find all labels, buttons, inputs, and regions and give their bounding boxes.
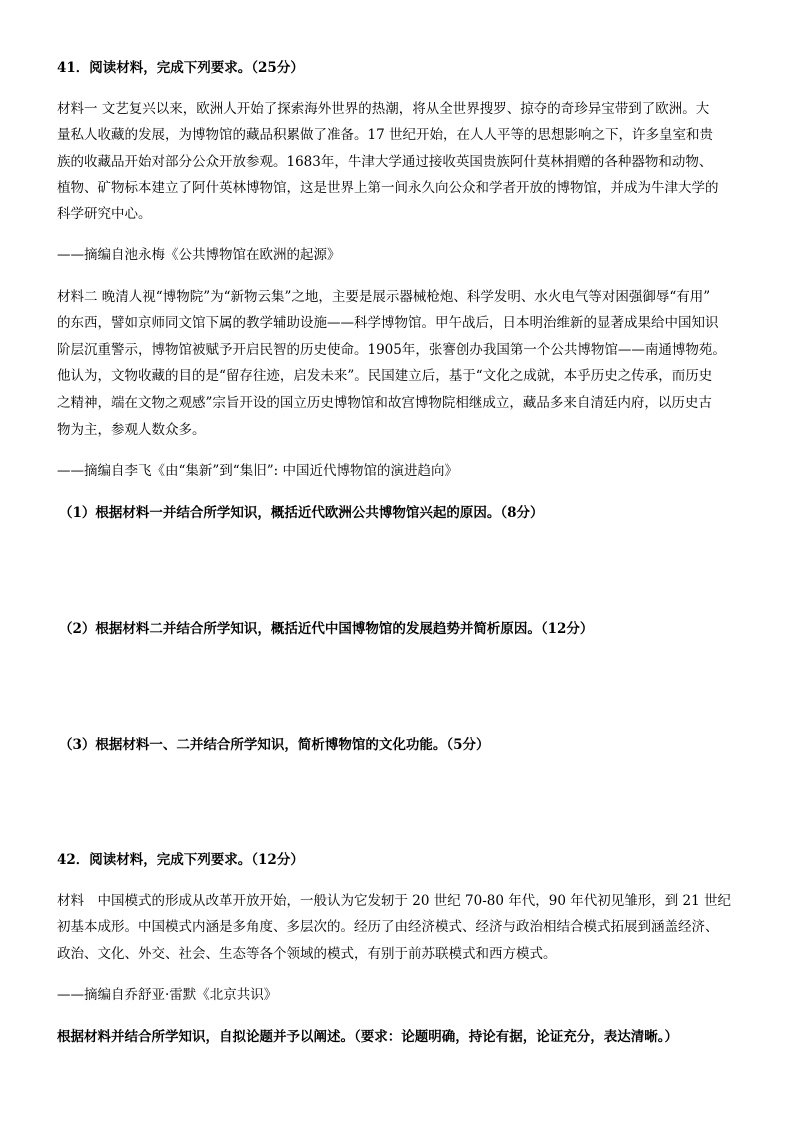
- q41-material2-line: 阶层沉重警示，博物馆被赋予开启民智的历史使命。1905年，张謇创办我国第一个公共博物馆——南通博物苑。: [57, 342, 726, 358]
- q41-subquestion-1: （1）根据材料一并结合所学知识，概括近代欧洲公共博物馆兴起的原因。（8分）: [59, 505, 544, 521]
- q41-material2-line: 之精神，端在文物之观感”宗旨开设的国立历史博物馆和故宫博物院相继成立，藏品多来自清廷内府，以历史古: [57, 395, 712, 411]
- q41-material2-line: 材料二 晚清人视“博物院”为“新物云集”之地，主要是展示器械枪炮、科学发明、水火电气等对困强御辱“有用”: [57, 289, 711, 305]
- q41-subquestion-2: （2）根据材料二并结合所学知识，概括近代中国博物馆的发展趋势并简析原因。（12分）: [59, 621, 594, 637]
- q42-source: ——摘编自乔舒亚·雷默《北京共识》: [57, 987, 278, 1003]
- q41-material2-line: 他认为，文物收藏的目的是“留存往迹，启发未来”。民国建立后，基于“文化之成就，本乎历史之传承，而历史: [57, 368, 713, 384]
- q41-material1-line: 植物、矿物标本建立了阿什英林博物馆，这是世界上第一间永久向公众和学者开放的博物馆，并成为牛津大学的: [57, 180, 719, 196]
- q42-task: 根据材料并结合所学知识，自拟论题并予以阐述。（要求：论题明确，持论有据，论证充分，表达清晰。）: [57, 1029, 678, 1045]
- q41-source1: ——摘编自池永梅《公共博物馆在欧洲的起源》: [57, 247, 341, 263]
- q42-material-line: 材料 中国模式的形成从改革开放开始，一般认为它发轫于 20 世纪 70-80 年代，90 年代初见雏形，到 21 世纪: [57, 893, 731, 909]
- q41-material1-line: 量私人收藏的发展，为博物馆的藏品积累做了准备。17 世纪开始，在人人平等的思想影响之下，许多皇室和贵: [57, 127, 713, 143]
- q41-source2: ——摘编自李飞《由“集新”到“集旧”: 中国近代博物馆的演进趋向》: [57, 463, 458, 479]
- q41-heading: 41．阅读材料，完成下列要求。（25分）: [57, 60, 304, 76]
- q42-material-line: 初基本成形。中国模式内涵是多角度、多层次的。经历了由经济模式、经济与政治相结合模式拓展到涵盖经济、: [57, 919, 719, 935]
- q41-material1-line: 科学研究中心。: [57, 206, 152, 222]
- q41-material2-line: 物为主，参观人数众多。: [57, 422, 206, 438]
- q41-material1-line: 材料一 文艺复兴以来，欧洲人开始了探索海外世界的热潮，将从全世界搜罗、掠夺的奇珍异宝带到了欧洲。大: [57, 101, 710, 117]
- q41-material2-line: 的东西，譬如京师同文馆下属的教学辅助设施——科学博物馆。甲午战后，日本明治维新的显著成果给中国知识: [57, 315, 719, 331]
- q41-subquestion-3: （3）根据材料一、二并结合所学知识，简析博物馆的文化功能。（5分）: [59, 737, 490, 753]
- q42-material-line: 政治、文化、外交、社会、生态等各个领域的模式，有别于前苏联模式和西方模式。: [57, 946, 557, 962]
- q42-heading: 42．阅读材料，完成下列要求。（12分）: [57, 852, 304, 868]
- q41-material1-line: 族的收藏品开始对部分公众开放参观。1683年，牛津大学通过接收英国贵族阿什莫林捐赠的各种器物和动物、: [57, 154, 713, 170]
